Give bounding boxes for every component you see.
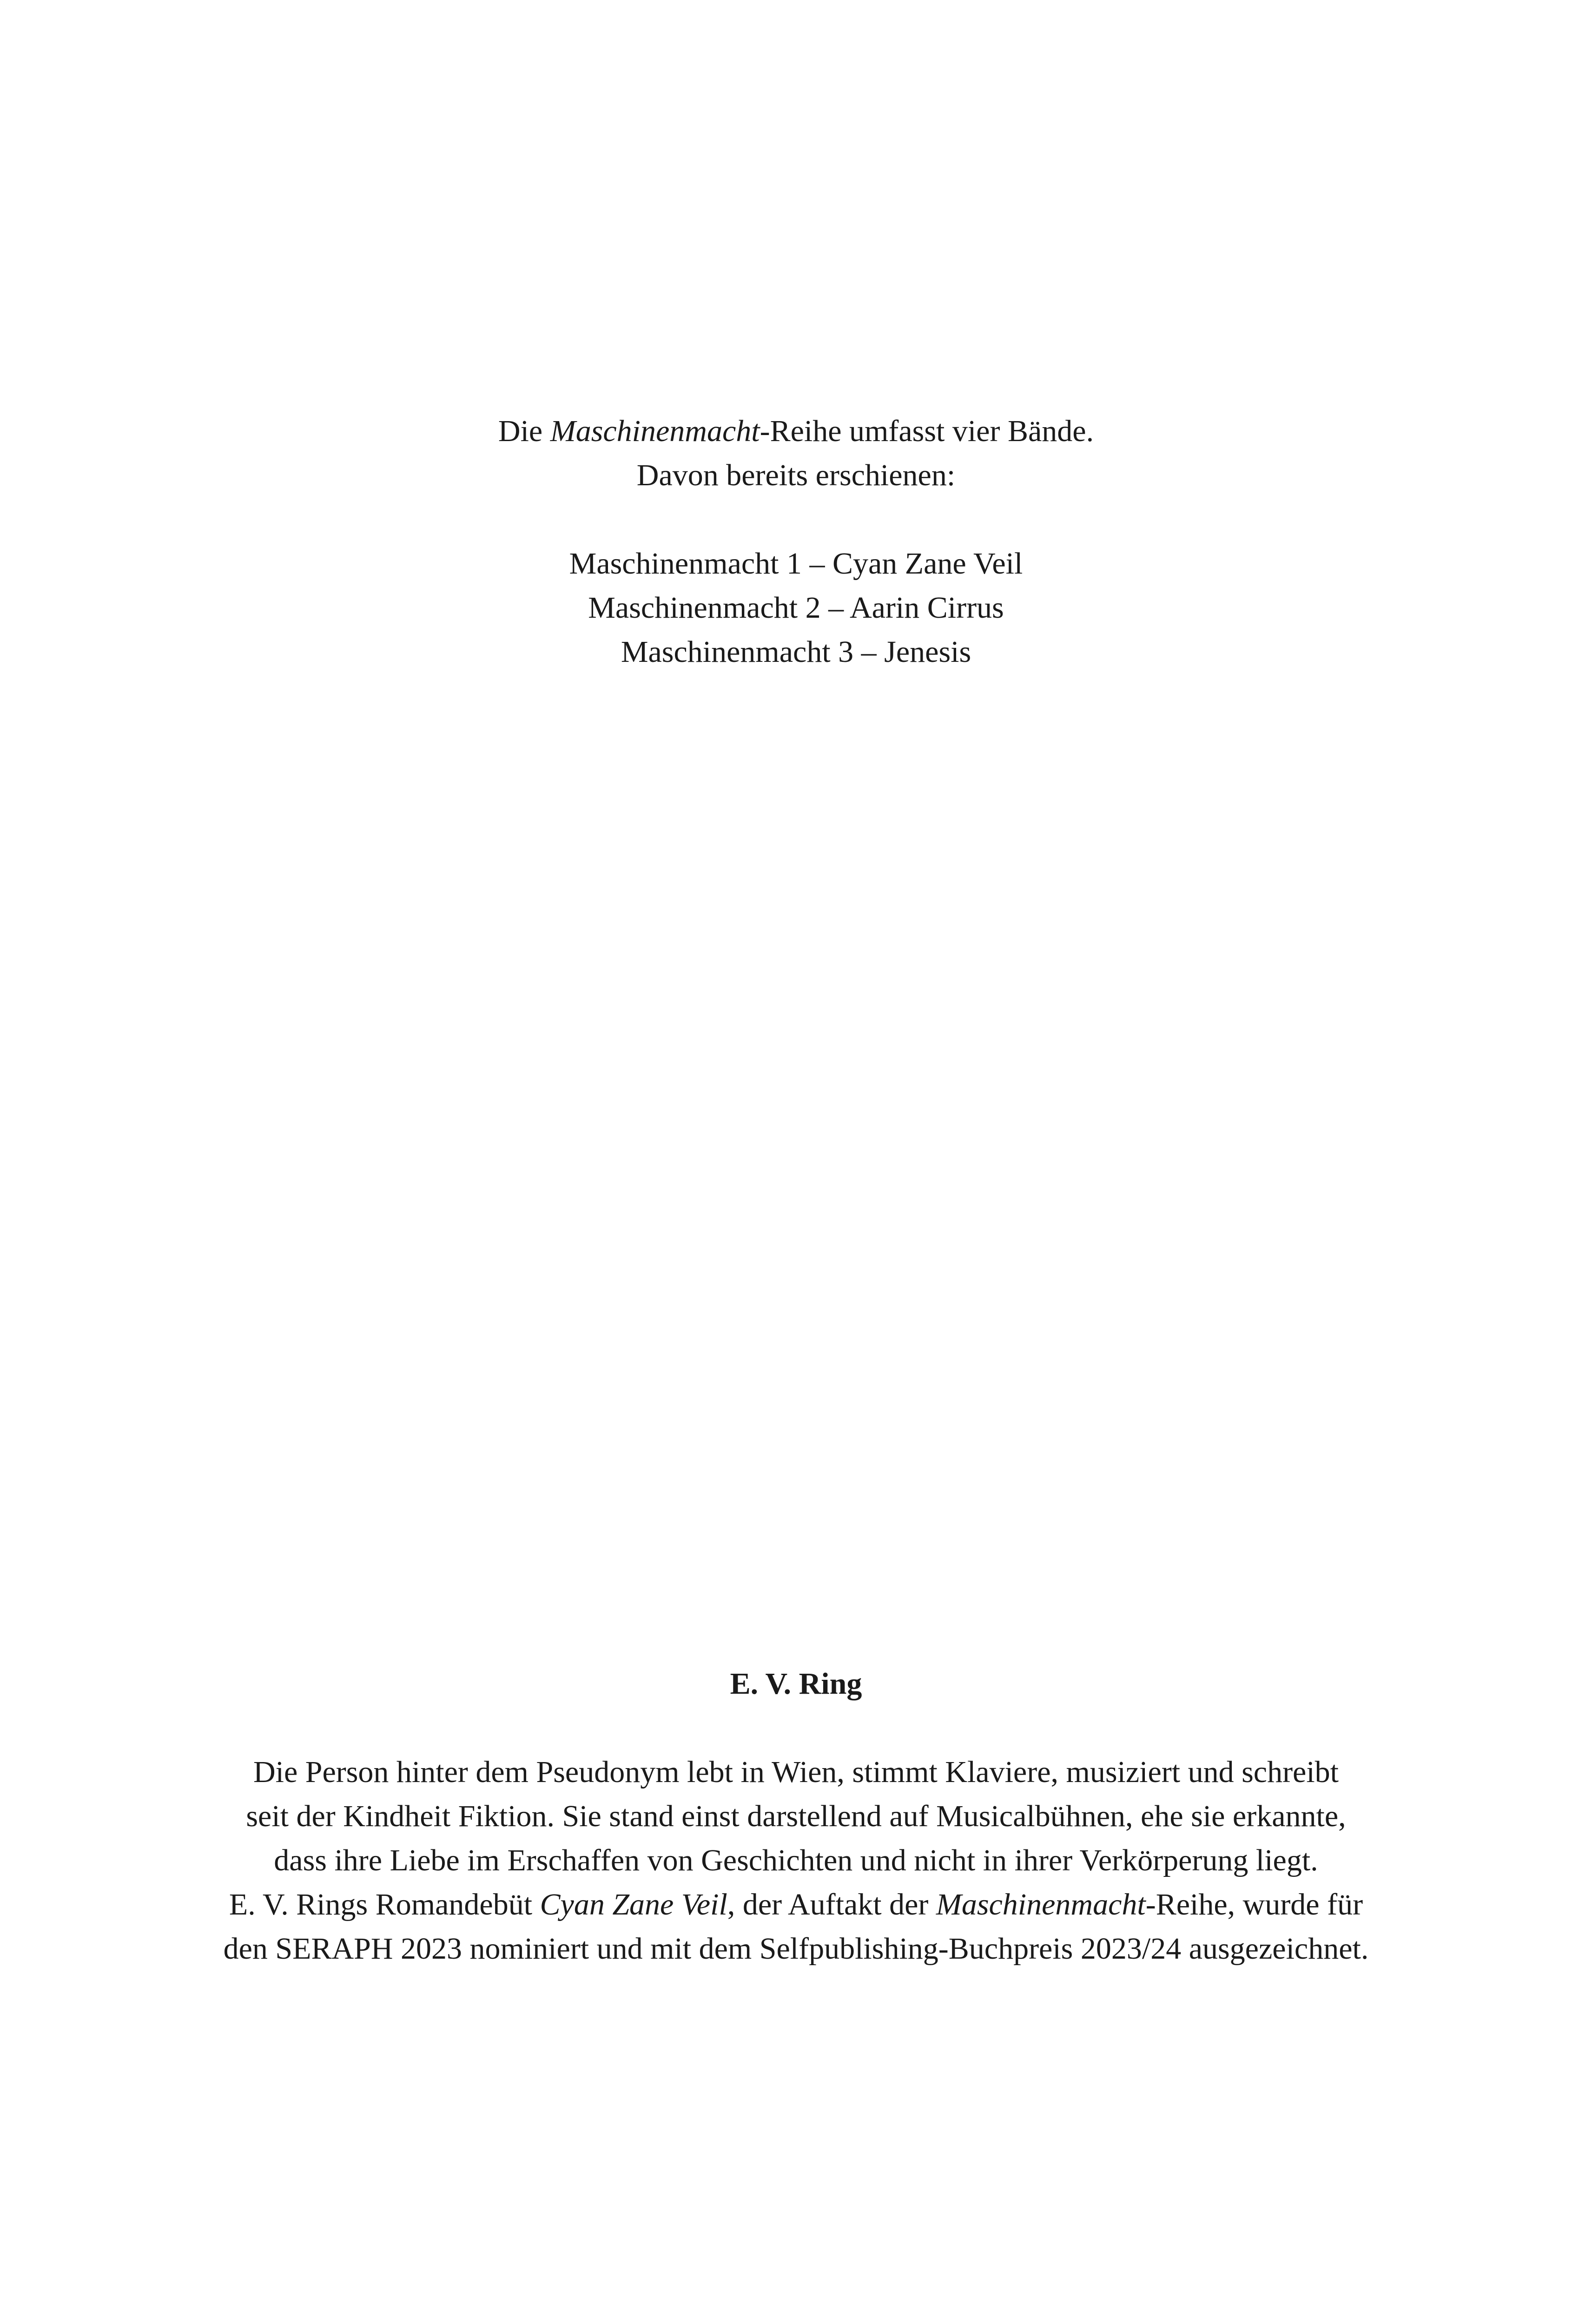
bio-line: Die Person hinter dem Pseudonym lebt in Wien, stimmt Klaviere, musiziert und schreibt [253,1755,1339,1789]
bio-line: den SERAPH 2023 nominiert und mit dem Selfpublishing-Buchpreis 2023/24 ausgezeichnet. [223,1932,1369,1966]
spacer [0,1706,1592,1750]
bio-line [0,1882,1592,1927]
series-published-line: Davon bereits erschienen: [636,458,956,492]
author-bio [0,1662,1592,1971]
intro-prefix: Die [498,414,550,448]
book-item: Maschinenmacht 2 – Aarin Cirrus [588,591,1004,625]
series-intro-line [0,409,1592,453]
book-item: Maschinenmacht 3 – Jenesis [621,635,971,669]
book-item: Maschinenmacht 1 – Cyan Zane Veil [569,547,1023,581]
series-title: Maschinenmacht [936,1888,1146,1921]
series-title: Maschinenmacht [550,414,760,448]
series-info [0,409,1592,674]
bio-text: , der Auftakt der [727,1888,936,1921]
bio-text: -Reihe, wurde für [1145,1888,1363,1921]
novel-title: Cyan Zane Veil [540,1888,727,1921]
bio-line: dass ihre Liebe im Erschaffen von Geschichten und nicht in ihrer Verkörperung liegt. [274,1843,1318,1877]
bio-text: E. V. Rings Romandebüt [229,1888,540,1921]
spacer [0,497,1592,541]
intro-suffix: -Reihe umfasst vier Bände. [760,414,1094,448]
bio-line: seit der Kindheit Fiktion. Sie stand einst darstellend auf Musicalbühnen, ehe sie erkannte, [246,1799,1346,1833]
author-name: E. V. Ring [730,1667,862,1701]
